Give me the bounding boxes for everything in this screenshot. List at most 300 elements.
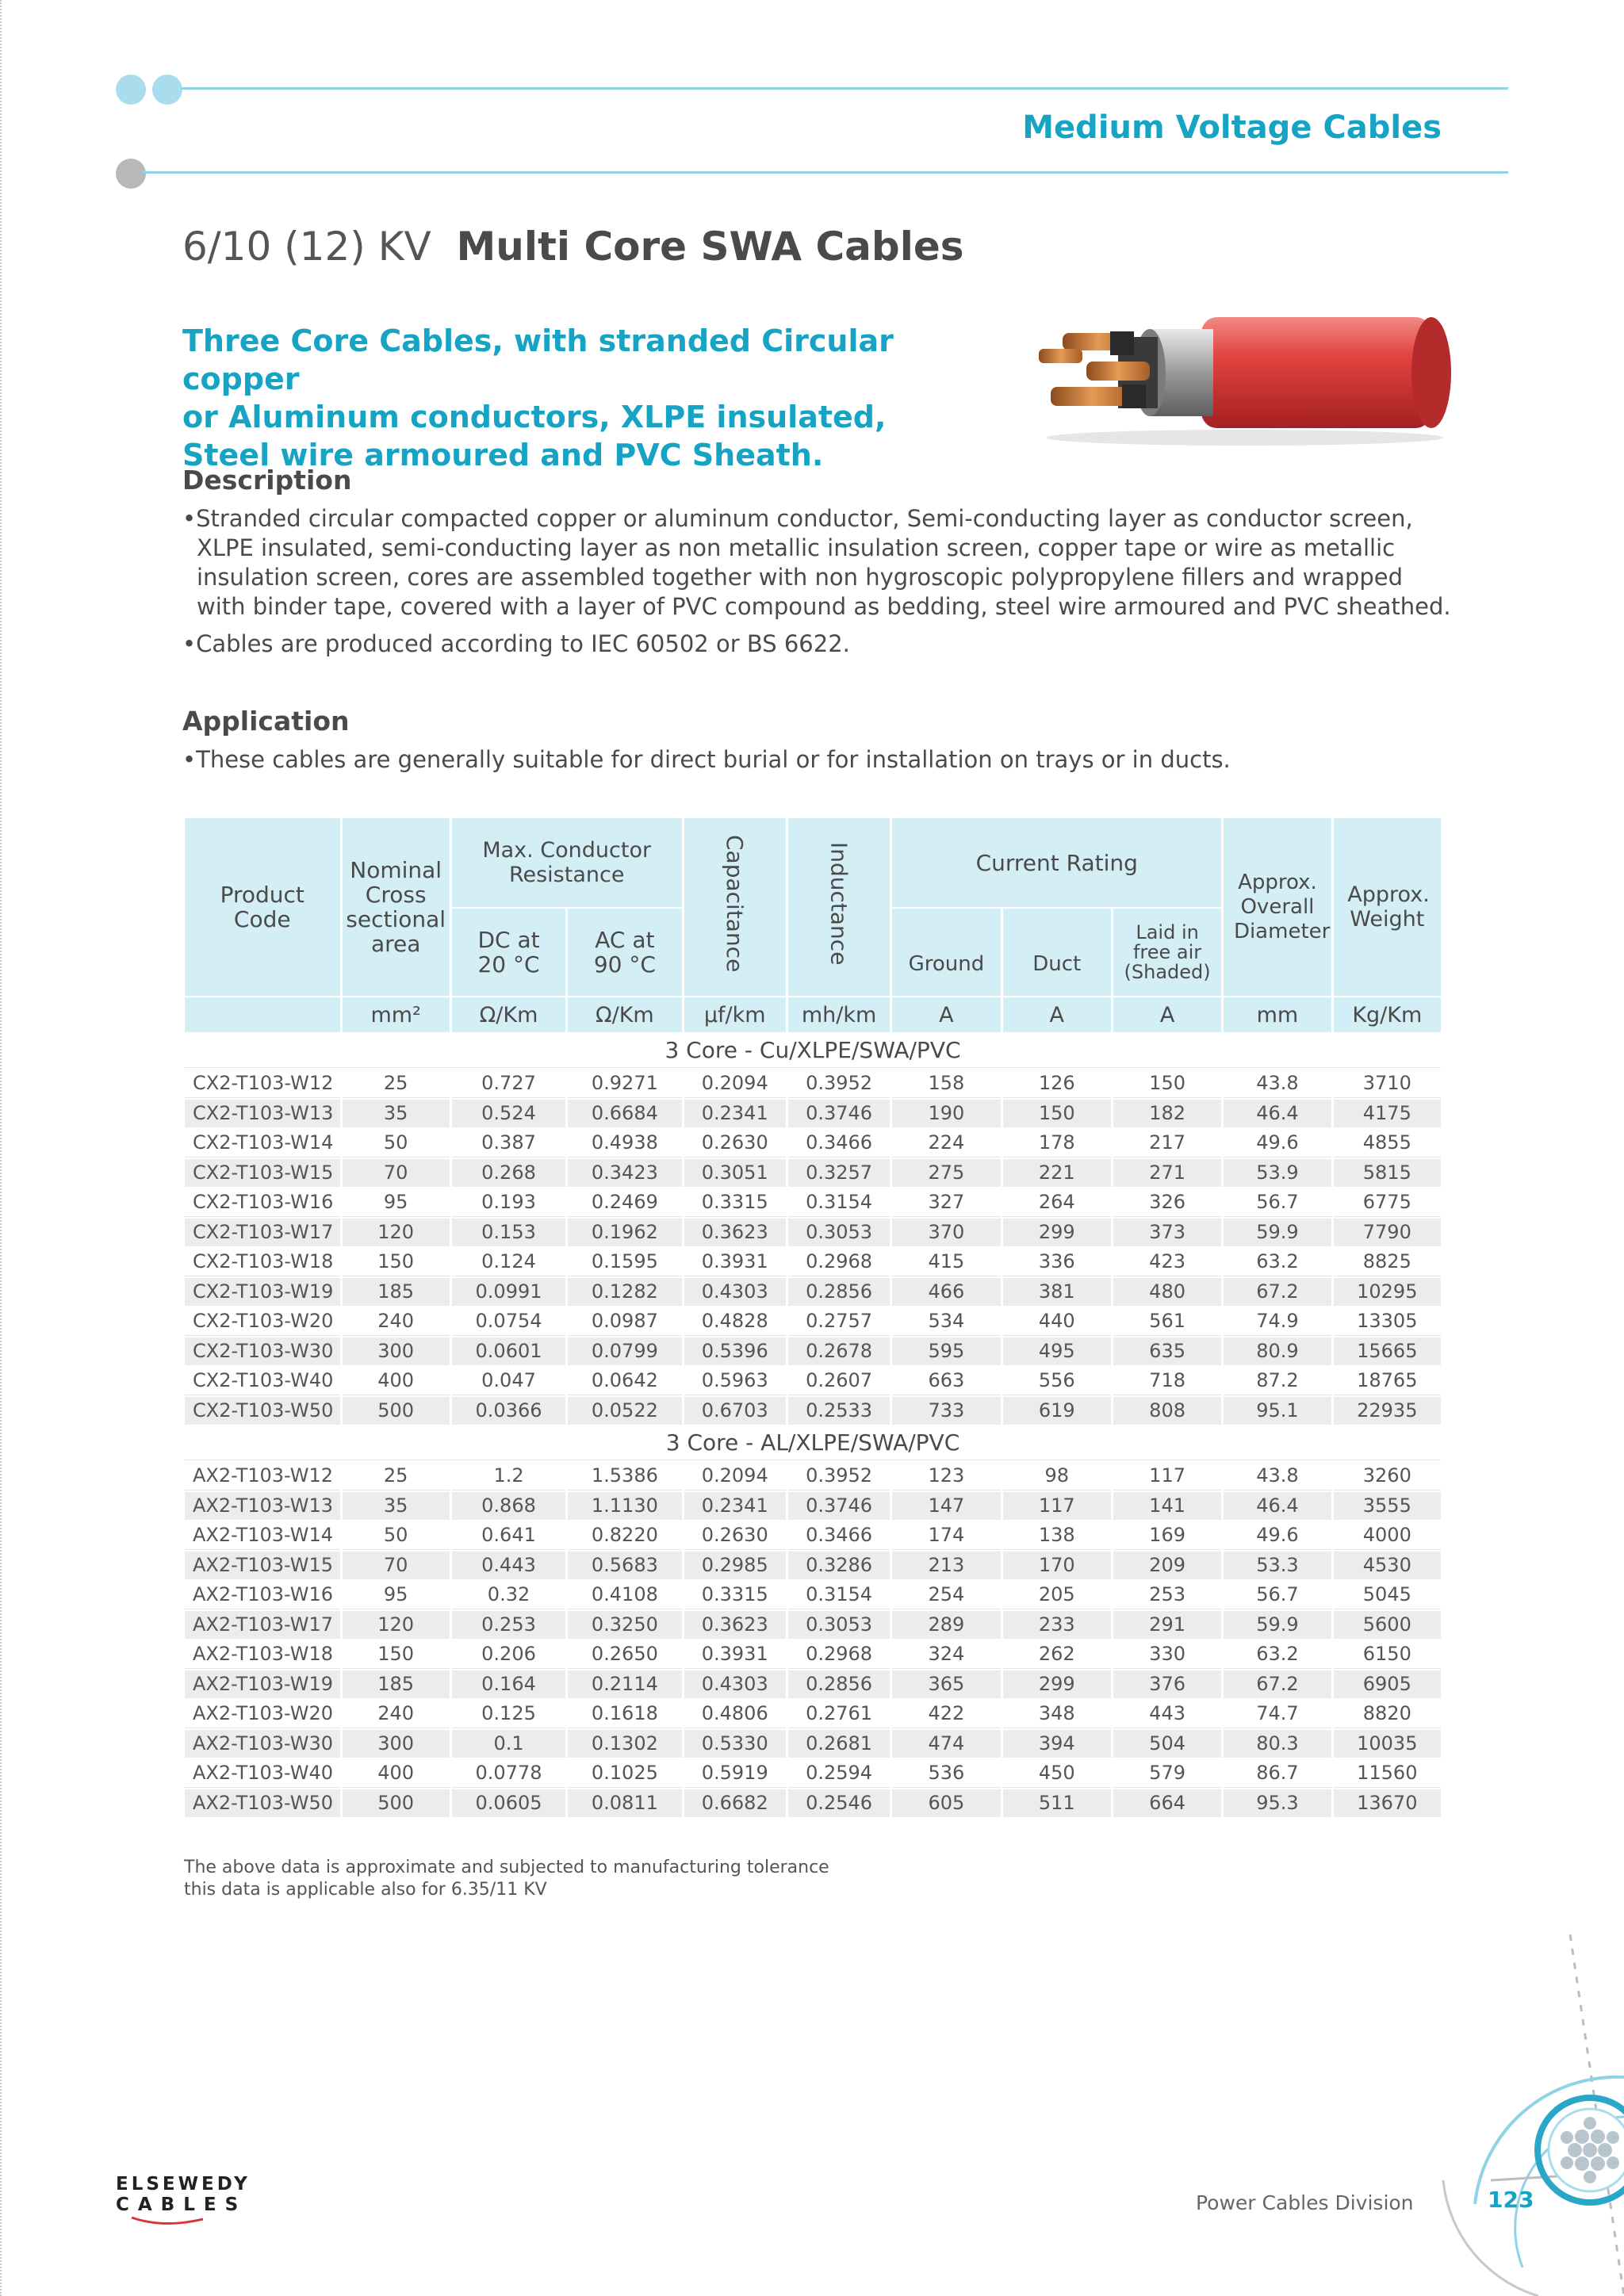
table-cell: 0.2968 <box>788 1640 890 1669</box>
table-cell: 0.2341 <box>684 1100 786 1127</box>
product-code-cell: AX2-T103-W14 <box>185 1521 340 1550</box>
table-cell: 53.9 <box>1224 1159 1331 1187</box>
group-title: 3 Core - Cu/XLPE/SWA/PVC <box>185 1034 1441 1068</box>
table-cell: 8820 <box>1334 1700 1441 1728</box>
table-cell: 120 <box>343 1219 450 1246</box>
table-cell: 43.8 <box>1224 1462 1331 1490</box>
table-cell: 59.9 <box>1224 1219 1331 1246</box>
table-cell: 664 <box>1113 1789 1221 1817</box>
table-cell: 0.1618 <box>568 1700 681 1728</box>
table-cell: 95.1 <box>1224 1397 1331 1425</box>
table-cell: 74.9 <box>1224 1307 1331 1336</box>
table-cell: 13670 <box>1334 1789 1441 1817</box>
unit-cell: Ω/Km <box>452 997 565 1032</box>
table-cell: 0.2607 <box>788 1367 890 1395</box>
table-cell: 0.3952 <box>788 1462 890 1490</box>
table-cell: 0.3053 <box>788 1219 890 1246</box>
table-cell: 1.2 <box>452 1462 565 1490</box>
header-rule-bottom <box>143 171 1508 174</box>
table-cell: 10035 <box>1334 1730 1441 1758</box>
unit-cell: Kg/Km <box>1334 997 1441 1032</box>
table-cell: 0.0522 <box>568 1397 681 1425</box>
group-header-row <box>185 1426 1441 1460</box>
table-cell: 0.268 <box>452 1159 565 1187</box>
table-cell: 0.3053 <box>788 1611 890 1639</box>
table-cell: 376 <box>1113 1670 1221 1698</box>
note-line: The above data is approximate and subjected to manufacturing tolerance <box>184 1858 829 1877</box>
header-dot-1 <box>116 75 146 105</box>
table-row <box>185 1159 1441 1187</box>
table-row <box>185 1670 1441 1698</box>
table-cell: 209 <box>1113 1552 1221 1579</box>
page-number: 123 <box>1488 2187 1534 2213</box>
table-cell: 18765 <box>1334 1367 1441 1395</box>
table-cell: 381 <box>1003 1278 1111 1306</box>
table-cell: 3555 <box>1334 1492 1441 1520</box>
table-cell: 0.2630 <box>684 1521 786 1550</box>
footer-division: Power Cables Division <box>1196 2191 1414 2214</box>
table-cell: 394 <box>1003 1730 1111 1758</box>
table-row <box>185 1581 1441 1609</box>
table-cell: 299 <box>1003 1670 1111 1698</box>
table-cell: 0.2469 <box>568 1188 681 1217</box>
table-cell: 0.3746 <box>788 1100 890 1127</box>
table-cell: 299 <box>1003 1219 1111 1246</box>
table-cell: 49.6 <box>1224 1129 1331 1158</box>
spec-table <box>182 817 1443 1819</box>
product-code-cell: CX2-T103-W30 <box>185 1337 340 1365</box>
cable-cross-section-decoration <box>1427 1919 1624 2296</box>
header-dot-3 <box>116 159 146 189</box>
table-cell: 0.124 <box>452 1248 565 1276</box>
unit-cell: A <box>1003 997 1111 1032</box>
table-cell: 138 <box>1003 1521 1111 1550</box>
product-code-cell: AX2-T103-W17 <box>185 1611 340 1639</box>
application-bullet: •These cables are generally suitable for direct burial or for installation on trays or in ducts. <box>182 746 1231 773</box>
table-cell: 3710 <box>1334 1070 1441 1098</box>
table-cell: 95 <box>343 1188 450 1217</box>
table-row <box>185 1129 1441 1158</box>
table-cell: 0.0811 <box>568 1789 681 1817</box>
product-code-cell: CX2-T103-W14 <box>185 1129 340 1158</box>
table-cell: 147 <box>892 1492 1000 1520</box>
col-header-duct: Duct <box>1003 909 1111 996</box>
table-cell: 6905 <box>1334 1670 1441 1698</box>
table-cell: 46.4 <box>1224 1100 1331 1127</box>
table-row <box>185 1552 1441 1579</box>
table-cell: 205 <box>1003 1581 1111 1609</box>
table-cell: 264 <box>1003 1188 1111 1217</box>
table-cell: 595 <box>892 1337 1000 1365</box>
table-cell: 0.6684 <box>568 1100 681 1127</box>
table-cell: 0.0778 <box>452 1759 565 1788</box>
table-cell: 718 <box>1113 1367 1221 1395</box>
table-cell: 0.5919 <box>684 1759 786 1788</box>
table-cell: 0.3250 <box>568 1611 681 1639</box>
table-cell: 0.3286 <box>788 1552 890 1579</box>
table-cell: 6775 <box>1334 1188 1441 1217</box>
table-cell: 240 <box>343 1307 450 1336</box>
product-subtitle <box>182 322 991 474</box>
table-cell: 0.3623 <box>684 1611 786 1639</box>
table-cell: 50 <box>343 1521 450 1550</box>
table-cell: 0.2094 <box>684 1462 786 1490</box>
table-cell: 474 <box>892 1730 1000 1758</box>
product-code-cell: CX2-T103-W17 <box>185 1219 340 1246</box>
table-cell: 579 <box>1113 1759 1221 1788</box>
group-title: 3 Core - AL/XLPE/SWA/PVC <box>185 1426 1441 1460</box>
table-cell: 423 <box>1113 1248 1221 1276</box>
table-cell: 95 <box>343 1581 450 1609</box>
note-line: this data is applicable also for 6.35/11 KV <box>184 1880 547 1900</box>
table-cell: 0.2094 <box>684 1070 786 1098</box>
table-cell: 0.2594 <box>788 1759 890 1788</box>
table-cell: 0.524 <box>452 1100 565 1127</box>
table-cell: 0.0799 <box>568 1337 681 1365</box>
table-cell: 0.5396 <box>684 1337 786 1365</box>
table-cell: 0.4303 <box>684 1670 786 1698</box>
table-cell: 0.3931 <box>684 1640 786 1669</box>
table-cell: 561 <box>1113 1307 1221 1336</box>
table-cell: 117 <box>1003 1492 1111 1520</box>
table-cell: 0.0605 <box>452 1789 565 1817</box>
table-cell: 0.3466 <box>788 1521 890 1550</box>
table-cell: 808 <box>1113 1397 1221 1425</box>
col-header-nominal: Nominal Cross sectional area <box>343 818 450 996</box>
table-cell: 217 <box>1113 1129 1221 1158</box>
application-heading: Application <box>182 706 350 737</box>
subtitle-line: Three Core Cables, with stranded Circular copper <box>182 323 894 396</box>
table-row <box>185 1188 1441 1217</box>
table-cell: 0.2533 <box>788 1397 890 1425</box>
table-cell: 56.7 <box>1224 1581 1331 1609</box>
table-cell: 422 <box>892 1700 1000 1728</box>
table-cell: 504 <box>1113 1730 1221 1758</box>
table-cell: 224 <box>892 1129 1000 1158</box>
unit-cell: A <box>1113 997 1221 1032</box>
table-cell: 63.2 <box>1224 1248 1331 1276</box>
table-cell: 536 <box>892 1759 1000 1788</box>
table-cell: 49.6 <box>1224 1521 1331 1550</box>
units-row <box>185 997 1441 1032</box>
logo-text-bottom: CABLES <box>116 2195 247 2215</box>
table-cell: 327 <box>892 1188 1000 1217</box>
table-row <box>185 1100 1441 1127</box>
unit-cell: A <box>892 997 1000 1032</box>
table-cell: 0.2630 <box>684 1129 786 1158</box>
table-cell: 466 <box>892 1278 1000 1306</box>
table-cell: 53.3 <box>1224 1552 1331 1579</box>
table-cell: 0.3257 <box>788 1159 890 1187</box>
col-header-diameter: Approx. Overall Diameter <box>1224 818 1331 996</box>
table-cell: 370 <box>892 1219 1000 1246</box>
unit-cell: mm <box>1224 997 1331 1032</box>
table-cell: 150 <box>1003 1100 1111 1127</box>
col-header-ground: Ground <box>892 909 1000 996</box>
table-cell: 169 <box>1113 1521 1221 1550</box>
table-cell: 0.2650 <box>568 1640 681 1669</box>
description-text <box>182 504 1451 659</box>
table-cell: 619 <box>1003 1397 1111 1425</box>
unit-cell: Ω/Km <box>568 997 681 1032</box>
table-cell: 59.9 <box>1224 1611 1331 1639</box>
table-cell: 10295 <box>1334 1278 1441 1306</box>
table-cell: 0.6703 <box>684 1397 786 1425</box>
product-code-cell: CX2-T103-W20 <box>185 1307 340 1336</box>
table-cell: 373 <box>1113 1219 1221 1246</box>
table-cell: 0.4806 <box>684 1700 786 1728</box>
table-row <box>185 1337 1441 1365</box>
table-cell: 365 <box>892 1670 1000 1698</box>
table-cell: 0.1302 <box>568 1730 681 1758</box>
table-row <box>185 1640 1441 1669</box>
table-cell: 56.7 <box>1224 1188 1331 1217</box>
table-cell: 213 <box>892 1552 1000 1579</box>
cable-image <box>1031 293 1459 452</box>
table-cell: 495 <box>1003 1337 1111 1365</box>
table-cell: 733 <box>892 1397 1000 1425</box>
table-cell: 0.3931 <box>684 1248 786 1276</box>
table-cell: 511 <box>1003 1789 1111 1817</box>
table-cell: 150 <box>343 1640 450 1669</box>
page-title <box>182 224 964 270</box>
table-cell: 400 <box>343 1367 450 1395</box>
table-cell: 0.5330 <box>684 1730 786 1758</box>
product-code-cell: CX2-T103-W13 <box>185 1100 340 1127</box>
table-cell: 324 <box>892 1640 1000 1669</box>
table-cell: 0.0642 <box>568 1367 681 1395</box>
table-cell: 440 <box>1003 1307 1111 1336</box>
subtitle-line: Steel wire armoured and PVC Sheath. <box>182 438 824 473</box>
table-row <box>185 1789 1441 1817</box>
table-cell: 11560 <box>1334 1759 1441 1788</box>
group-header-row <box>185 1034 1441 1068</box>
table-cell: 0.1282 <box>568 1278 681 1306</box>
table-cell: 178 <box>1003 1129 1111 1158</box>
product-code-cell: CX2-T103-W18 <box>185 1248 340 1276</box>
table-row <box>185 1730 1441 1758</box>
table-cell: 0.6682 <box>684 1789 786 1817</box>
table-cell: 70 <box>343 1159 450 1187</box>
table-cell: 663 <box>892 1367 1000 1395</box>
table-cell: 0.206 <box>452 1640 565 1669</box>
table-row <box>185 1219 1441 1246</box>
table-cell: 262 <box>1003 1640 1111 1669</box>
table-cell: 0.5683 <box>568 1552 681 1579</box>
table-cell: 182 <box>1113 1100 1221 1127</box>
table-cell: 0.3423 <box>568 1159 681 1187</box>
table-row <box>185 1521 1441 1550</box>
table-cell: 0.125 <box>452 1700 565 1728</box>
table-cell: 63.2 <box>1224 1640 1331 1669</box>
table-cell: 174 <box>892 1521 1000 1550</box>
unit-cell <box>185 997 340 1032</box>
table-cell: 13305 <box>1334 1307 1441 1336</box>
col-header-ac: AC at 90 °C <box>568 909 681 996</box>
table-cell: 0.3154 <box>788 1188 890 1217</box>
table-row <box>185 1367 1441 1395</box>
table-cell: 0.1962 <box>568 1219 681 1246</box>
table-cell: 0.2968 <box>788 1248 890 1276</box>
table-cell: 0.3315 <box>684 1581 786 1609</box>
table-cell: 120 <box>343 1611 450 1639</box>
description-heading: Description <box>182 465 352 496</box>
table-cell: 0.4303 <box>684 1278 786 1306</box>
table-cell: 0.0366 <box>452 1397 565 1425</box>
table-cell: 95.3 <box>1224 1789 1331 1817</box>
table-cell: 150 <box>1113 1070 1221 1098</box>
table-row <box>185 1462 1441 1490</box>
table-cell: 500 <box>343 1789 450 1817</box>
table-cell: 221 <box>1003 1159 1111 1187</box>
table-cell: 87.2 <box>1224 1367 1331 1395</box>
table-cell: 5815 <box>1334 1159 1441 1187</box>
product-code-cell: CX2-T103-W16 <box>185 1188 340 1217</box>
col-header-capacitance: Capacitance <box>684 818 786 996</box>
table-cell: 0.1595 <box>568 1248 681 1276</box>
table-cell: 556 <box>1003 1367 1111 1395</box>
unit-cell: mh/km <box>788 997 890 1032</box>
table-row <box>185 1070 1441 1098</box>
table-cell: 4175 <box>1334 1100 1441 1127</box>
table-cell: 43.8 <box>1224 1070 1331 1098</box>
table-cell: 35 <box>343 1100 450 1127</box>
description-bullet: •Stranded circular compacted copper or aluminum conductor, Semi-conducting layer as conductor screen, XLPE insulated, semi-conducting layer as non metallic insulation screen, copper tape or wire as metallic insulation screen, cores are assembled together with non hygroscopic polypropylene fillers and wrapped with binder tape, covered with a layer of PVC compound as bedding, steel wire armoured and PVC sheathed. <box>182 505 1451 620</box>
table-cell: 170 <box>1003 1552 1111 1579</box>
table-cell: 15665 <box>1334 1337 1441 1365</box>
product-code-cell: CX2-T103-W15 <box>185 1159 340 1187</box>
table-cell: 80.3 <box>1224 1730 1331 1758</box>
table-cell: 500 <box>343 1397 450 1425</box>
table-cell: 300 <box>343 1337 450 1365</box>
table-cell: 1.1130 <box>568 1492 681 1520</box>
table-cell: 1.5386 <box>568 1462 681 1490</box>
table-cell: 336 <box>1003 1248 1111 1276</box>
table-cell: 185 <box>343 1670 450 1698</box>
table-row <box>185 1700 1441 1728</box>
table-cell: 0.0987 <box>568 1307 681 1336</box>
table-cell: 5045 <box>1334 1581 1441 1609</box>
table-cell: 0.0601 <box>452 1337 565 1365</box>
table-cell: 450 <box>1003 1759 1111 1788</box>
table-cell: 6150 <box>1334 1640 1441 1669</box>
table-cell: 0.8220 <box>568 1521 681 1550</box>
table-cell: 0.443 <box>452 1552 565 1579</box>
table-cell: 0.3315 <box>684 1188 786 1217</box>
table-cell: 635 <box>1113 1337 1221 1365</box>
table-row <box>185 1492 1441 1520</box>
table-cell: 605 <box>892 1789 1000 1817</box>
table-row <box>185 1397 1441 1425</box>
table-cell: 35 <box>343 1492 450 1520</box>
table-cell: 300 <box>343 1730 450 1758</box>
table-cell: 254 <box>892 1581 1000 1609</box>
table-cell: 0.32 <box>452 1581 565 1609</box>
table-row <box>185 1759 1441 1788</box>
table-cell: 0.1025 <box>568 1759 681 1788</box>
table-cell: 5600 <box>1334 1611 1441 1639</box>
table-cell: 0.727 <box>452 1070 565 1098</box>
product-code-cell: CX2-T103-W19 <box>185 1278 340 1306</box>
table-cell: 126 <box>1003 1070 1111 1098</box>
col-header-weight: Approx. Weight <box>1334 818 1441 996</box>
table-cell: 0.387 <box>452 1129 565 1158</box>
product-code-cell: AX2-T103-W16 <box>185 1581 340 1609</box>
table-cell: 25 <box>343 1070 450 1098</box>
table-cell: 348 <box>1003 1700 1111 1728</box>
table-cell: 534 <box>892 1307 1000 1336</box>
table-cell: 0.0754 <box>452 1307 565 1336</box>
table-cell: 0.2681 <box>788 1730 890 1758</box>
title-voltage: 6/10 (12) KV <box>182 224 431 270</box>
table-cell: 415 <box>892 1248 1000 1276</box>
table-cell: 0.193 <box>452 1188 565 1217</box>
table-cell: 0.4108 <box>568 1581 681 1609</box>
table-cell: 0.253 <box>452 1611 565 1639</box>
table-cell: 80.9 <box>1224 1337 1331 1365</box>
product-code-cell: AX2-T103-W50 <box>185 1789 340 1817</box>
table-cell: 4855 <box>1334 1129 1441 1158</box>
table-cell: 117 <box>1113 1462 1221 1490</box>
col-header-max-resistance: Max. Conductor Resistance <box>452 818 682 907</box>
table-cell: 0.641 <box>452 1521 565 1550</box>
unit-cell: μf/km <box>684 997 786 1032</box>
subtitle-line: or Aluminum conductors, XLPE insulated, <box>182 400 887 434</box>
table-cell: 233 <box>1003 1611 1111 1639</box>
header-dot-2 <box>152 75 182 105</box>
table-cell: 289 <box>892 1611 1000 1639</box>
table-cell: 8825 <box>1334 1248 1441 1276</box>
table-cell: 25 <box>343 1462 450 1490</box>
table-cell: 0.2856 <box>788 1278 890 1306</box>
table-cell: 253 <box>1113 1581 1221 1609</box>
table-cell: 98 <box>1003 1462 1111 1490</box>
product-code-cell: AX2-T103-W12 <box>185 1462 340 1490</box>
table-notes <box>184 1857 829 1901</box>
table-row <box>185 1611 1441 1639</box>
product-code-cell: AX2-T103-W40 <box>185 1759 340 1788</box>
table-cell: 86.7 <box>1224 1759 1331 1788</box>
table-cell: 67.2 <box>1224 1670 1331 1698</box>
product-code-cell: CX2-T103-W12 <box>185 1070 340 1098</box>
table-cell: 443 <box>1113 1700 1221 1728</box>
logo-swoosh <box>116 2216 211 2227</box>
table-cell: 0.2761 <box>788 1700 890 1728</box>
table-cell: 158 <box>892 1070 1000 1098</box>
table-cell: 275 <box>892 1159 1000 1187</box>
table-cell: 291 <box>1113 1611 1221 1639</box>
table-cell: 0.4938 <box>568 1129 681 1158</box>
unit-cell: mm² <box>343 997 450 1032</box>
table-cell: 0.9271 <box>568 1070 681 1098</box>
col-header-product-code: Product Code <box>185 818 340 996</box>
header-rule-top <box>181 87 1508 90</box>
spec-table-body <box>185 1034 1441 1817</box>
table-cell: 22935 <box>1334 1397 1441 1425</box>
table-cell: 0.2546 <box>788 1789 890 1817</box>
table-cell: 0.164 <box>452 1670 565 1698</box>
table-row <box>185 1248 1441 1276</box>
product-code-cell: AX2-T103-W20 <box>185 1700 340 1728</box>
table-cell: 0.153 <box>452 1219 565 1246</box>
product-code-cell: AX2-T103-W18 <box>185 1640 340 1669</box>
table-cell: 0.3154 <box>788 1581 890 1609</box>
logo-text-top: ELSEWEDY <box>116 2174 251 2195</box>
product-code-cell: CX2-T103-W40 <box>185 1367 340 1395</box>
table-cell: 0.047 <box>452 1367 565 1395</box>
table-cell: 0.3466 <box>788 1129 890 1158</box>
title-product: Multi Core SWA Cables <box>456 224 964 270</box>
